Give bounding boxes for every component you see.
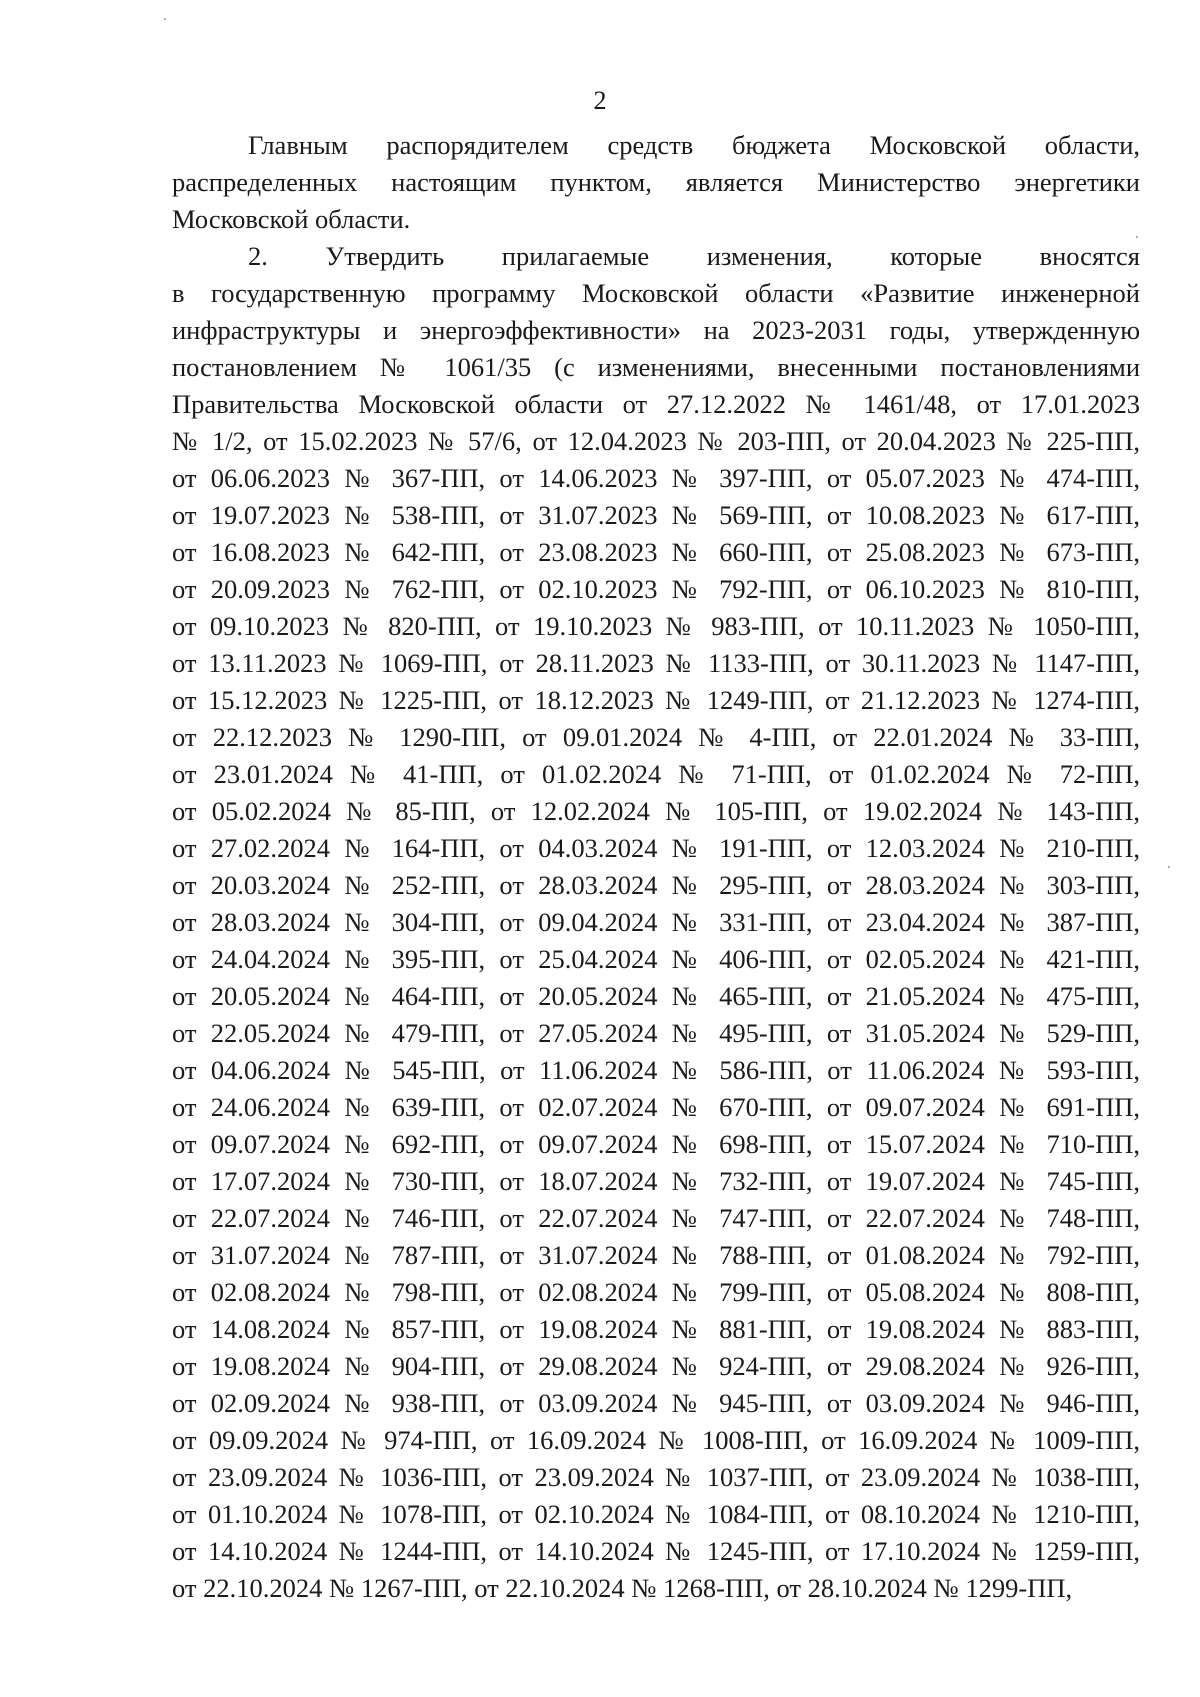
page-number: 2 [593,86,607,115]
paragraph-2-line: от 13.11.2023 № 1069-ПП, от 28.11.2023 № 1133-ПП, от 30.11.2023 № 1147-ПП, [172,648,1140,678]
paragraph-2-line: от 20.09.2023 № 762-ПП, от 02.10.2023 № 792-ПП, от 06.10.2023 № 810-ПП, [172,574,1140,604]
paragraph-2-line: от 22.10.2024 № 1267-ПП, от 22.10.2024 № 1268-ПП, от 28.10.2024 № 1299-ПП, [172,1573,1073,1603]
paragraph-2-line: от 09.10.2023 № 820-ПП, от 19.10.2023 № 983-ПП, от 10.11.2023 № 1050-ПП, [172,611,1140,641]
paragraph-2-line: от 16.08.2023 № 642-ПП, от 23.08.2023 № 660-ПП, от 25.08.2023 № 673-ПП, [172,537,1140,567]
paragraph-2-line: № 1/2, от 15.02.2023 № 57/6, от 12.04.2023 № 203-ПП, от 20.04.2023 № 225-ПП, [172,426,1140,456]
scan-speck [1168,866,1170,868]
paragraph-2-line: от 24.06.2024 № 639-ПП, от 02.07.2024 № 670-ПП, от 09.07.2024 № 691-ПП, [172,1092,1140,1122]
paragraph-2-line: от 20.05.2024 № 464-ПП, от 20.05.2024 № 465-ПП, от 21.05.2024 № 475-ПП, [172,981,1140,1011]
paragraph-2-line: от 09.09.2024 № 974-ПП, от 16.09.2024 № 1008-ПП, от 16.09.2024 № 1009-ПП, [172,1425,1140,1455]
paragraph-2-line: от 27.02.2024 № 164-ПП, от 04.03.2024 № 191-ПП, от 12.03.2024 № 210-ПП, [172,833,1140,863]
paragraph-2-line: 2. Утвердить прилагаемые изменения, которые вносятся [248,241,1140,271]
paragraph-1-line: распределенных настоящим пунктом, является Министерство энергетики [172,167,1140,197]
paragraph-2-line: Правительства Московской области от 27.12.2022 № 1461/48, от 17.01.2023 [172,389,1140,419]
paragraph-budget-administrator [172,127,1140,238]
paragraph-1-line: Главным распорядителем средств бюджета Московской области, [248,130,1140,160]
paragraph-2-line: от 22.07.2024 № 746-ПП, от 22.07.2024 № 747-ПП, от 22.07.2024 № 748-ПП, [172,1203,1140,1233]
scan-speck [164,18,166,20]
paragraph-2-line: от 01.10.2024 № 1078-ПП, от 02.10.2024 № 1084-ПП, от 08.10.2024 № 1210-ПП, [172,1499,1140,1529]
paragraph-2-line: от 28.03.2024 № 304-ПП, от 09.04.2024 № 331-ПП, от 23.04.2024 № 387-ПП, [172,907,1140,937]
paragraph-2-line: постановлением № 1061/35 (с изменениями, внесенными постановлениями [172,352,1140,382]
paragraph-2-line: от 09.07.2024 № 692-ПП, от 09.07.2024 № 698-ПП, от 15.07.2024 № 710-ПП, [172,1129,1140,1159]
paragraph-2-line: от 22.12.2023 № 1290-ПП, от 09.01.2024 № 4-ПП, от 22.01.2024 № 33-ПП, [172,722,1140,752]
paragraph-2-line: от 06.06.2023 № 367-ПП, от 14.06.2023 № 397-ПП, от 05.07.2023 № 474-ПП, [172,463,1140,493]
paragraph-2-line: от 24.04.2024 № 395-ПП, от 25.04.2024 № 406-ПП, от 02.05.2024 № 421-ПП, [172,944,1140,974]
paragraph-2-line: от 15.12.2023 № 1225-ПП, от 18.12.2023 № 1249-ПП, от 21.12.2023 № 1274-ПП, [172,685,1140,715]
paragraph-2-line: от 02.09.2024 № 938-ПП, от 03.09.2024 № 945-ПП, от 03.09.2024 № 946-ПП, [172,1388,1140,1418]
paragraph-approve-changes [172,238,1140,1607]
paragraph-2-line: от 22.05.2024 № 479-ПП, от 27.05.2024 № 495-ПП, от 31.05.2024 № 529-ПП, [172,1018,1140,1048]
paragraph-2-line: от 23.09.2024 № 1036-ПП, от 23.09.2024 № 1037-ПП, от 23.09.2024 № 1038-ПП, [172,1462,1140,1492]
paragraph-2-line: от 14.10.2024 № 1244-ПП, от 14.10.2024 № 1245-ПП, от 17.10.2024 № 1259-ПП, [172,1536,1140,1566]
paragraph-2-line: от 19.07.2023 № 538-ПП, от 31.07.2023 № 569-ПП, от 10.08.2023 № 617-ПП, [172,500,1140,530]
paragraph-2-line: в государственную программу Московской области «Развитие инженерной [172,278,1140,308]
paragraph-2-line: инфраструктуры и энергоэффективности» на 2023-2031 годы, утвержденную [172,315,1140,345]
paragraph-2-line: от 05.02.2024 № 85-ПП, от 12.02.2024 № 105-ПП, от 19.02.2024 № 143-ПП, [172,796,1140,826]
paragraph-2-line: от 20.03.2024 № 252-ПП, от 28.03.2024 № 295-ПП, от 28.03.2024 № 303-ПП, [172,870,1140,900]
paragraph-2-line: от 02.08.2024 № 798-ПП, от 02.08.2024 № 799-ПП, от 05.08.2024 № 808-ПП, [172,1277,1140,1307]
paragraph-2-line: от 17.07.2024 № 730-ПП, от 18.07.2024 № 732-ПП, от 19.07.2024 № 745-ПП, [172,1166,1140,1196]
paragraph-2-line: от 04.06.2024 № 545-ПП, от 11.06.2024 № 586-ПП, от 11.06.2024 № 593-ПП, [172,1055,1140,1085]
paragraph-2-line: от 19.08.2024 № 904-ПП, от 29.08.2024 № 924-ПП, от 29.08.2024 № 926-ПП, [172,1351,1140,1381]
scan-speck [1136,236,1138,238]
paragraph-2-line: от 14.08.2024 № 857-ПП, от 19.08.2024 № 881-ПП, от 19.08.2024 № 883-ПП, [172,1314,1140,1344]
paragraph-1-line: Московской области. [172,204,411,234]
paragraph-2-line: от 31.07.2024 № 787-ПП, от 31.07.2024 № 788-ПП, от 01.08.2024 № 792-ПП, [172,1240,1140,1270]
paragraph-2-line: от 23.01.2024 № 41-ПП, от 01.02.2024 № 71-ПП, от 01.02.2024 № 72-ПП, [172,759,1140,789]
